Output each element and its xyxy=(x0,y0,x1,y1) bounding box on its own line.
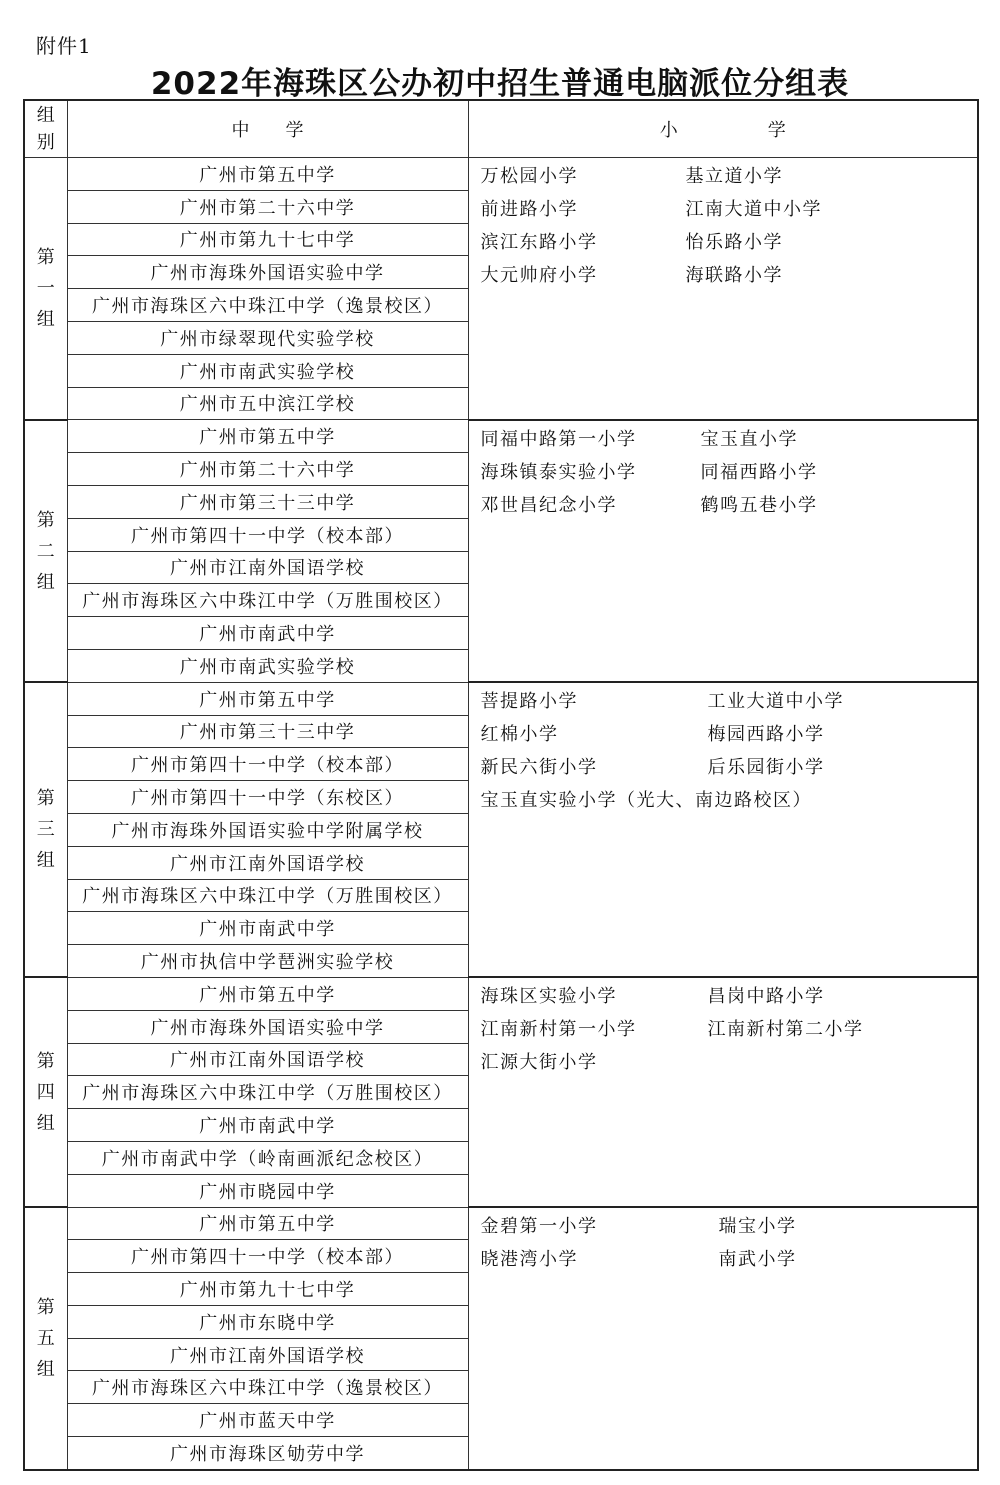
middle-school-cell: 广州市执信中学琶洲实验学校 xyxy=(67,945,468,978)
middle-school-cell: 广州市第五中学 xyxy=(67,1207,468,1240)
primary-school-left: 菩提路小学 xyxy=(480,691,578,713)
middle-school-cell: 广州市海珠外国语实验中学附属学校 xyxy=(67,813,468,846)
middle-school-cell: 广州市江南外国语学校 xyxy=(67,551,468,584)
middle-school-cell: 广州市海珠区劬劳中学 xyxy=(67,1437,468,1470)
primary-school-left: 前进路小学 xyxy=(480,199,578,220)
middle-school-cell: 广州市南武中学 xyxy=(67,1109,468,1142)
middle-school-cell: 广州市海珠区六中珠江中学（万胜围校区） xyxy=(67,584,468,617)
group-label-char: 第 xyxy=(36,1050,55,1072)
primary-school-left: 红棉小学 xyxy=(480,724,559,746)
primary-school-row xyxy=(481,719,978,752)
primary-school-left: 滨江东路小学 xyxy=(480,232,598,253)
primary-school-row xyxy=(481,457,978,490)
primary-school-row xyxy=(481,1244,978,1277)
group-label-char: 第 xyxy=(36,246,55,268)
primary-school-left: 万松园小学 xyxy=(480,166,578,187)
middle-school-cell: 广州市第二十六中学 xyxy=(67,453,468,486)
primary-school-right: 江南大道中小学 xyxy=(685,199,822,220)
primary-school-row xyxy=(481,490,978,523)
group-label-char: 组 xyxy=(36,850,55,872)
primary-school-row xyxy=(481,260,978,293)
primary-school-cell xyxy=(468,977,978,1207)
middle-school-cell: 广州市南武实验学校 xyxy=(67,354,468,387)
primary-school-left: 汇源大街小学 xyxy=(480,1052,598,1074)
primary-school-row xyxy=(481,424,978,457)
header-group-cell xyxy=(24,100,67,158)
middle-school-cell: 广州市海珠外国语实验中学 xyxy=(67,256,468,289)
primary-school-cell xyxy=(468,158,978,420)
group-label-char: 组 xyxy=(36,1112,55,1134)
middle-school-cell: 广州市海珠区六中珠江中学（万胜围校区） xyxy=(67,1076,468,1109)
primary-school-row xyxy=(481,194,978,227)
group-label-cell xyxy=(24,682,67,977)
middle-school-cell: 广州市第五中学 xyxy=(67,977,468,1010)
group-label-char: 组 xyxy=(36,1358,55,1380)
table-row xyxy=(24,420,978,453)
header-middle-school: 中 学 xyxy=(67,100,468,158)
middle-school-cell: 广州市绿翠现代实验学校 xyxy=(67,321,468,354)
group-label-cell xyxy=(24,1207,67,1470)
group-label-char: 五 xyxy=(36,1327,55,1349)
primary-school-left: 海珠区实验小学 xyxy=(480,986,617,1008)
middle-school-cell: 广州市江南外国语学校 xyxy=(67,1338,468,1371)
primary-school-left: 金碧第一小学 xyxy=(480,1216,598,1237)
primary-school-left: 新民六街小学 xyxy=(480,757,598,779)
middle-school-cell: 广州市第四十一中学（校本部） xyxy=(67,518,468,551)
primary-school-row xyxy=(481,1047,978,1080)
group-label-char: 组 xyxy=(36,571,55,593)
primary-school-row xyxy=(481,161,978,194)
middle-school-cell: 广州市第四十一中学（校本部） xyxy=(67,748,468,781)
primary-school-left: 江南新村第一小学 xyxy=(480,1019,637,1041)
middle-school-cell: 广州市海珠外国语实验中学 xyxy=(67,1010,468,1043)
group-label-char: 三 xyxy=(36,819,55,841)
primary-school-right: 昌岗中路小学 xyxy=(707,986,825,1008)
primary-school-row xyxy=(481,752,978,785)
group-label-cell xyxy=(24,420,67,682)
group-label-cell xyxy=(24,158,67,420)
middle-school-cell: 广州市第四十一中学（东校区） xyxy=(67,781,468,814)
table-row xyxy=(24,1207,978,1240)
primary-school-right: 瑞宝小学 xyxy=(718,1216,797,1237)
primary-school-left: 晓港湾小学 xyxy=(480,1249,578,1270)
primary-school-left: 海珠镇泰实验小学 xyxy=(480,461,637,483)
middle-school-cell: 广州市南武中学 xyxy=(67,617,468,650)
middle-school-cell: 广州市第五中学 xyxy=(67,420,468,453)
primary-school-right: 海联路小学 xyxy=(685,265,783,286)
primary-school-right: 怡乐路小学 xyxy=(685,232,783,253)
table-header-row xyxy=(24,100,978,158)
primary-school-right: 同福西路小学 xyxy=(700,461,818,483)
primary-school-row xyxy=(481,1211,978,1244)
attachment-label: 附件1 xyxy=(36,34,92,58)
middle-school-cell: 广州市南武实验学校 xyxy=(67,649,468,682)
primary-school-row xyxy=(481,981,978,1014)
primary-school-row xyxy=(481,227,978,260)
header-group-char-2: 别 xyxy=(36,132,55,153)
middle-school-cell: 广州市东晓中学 xyxy=(67,1305,468,1338)
primary-school-right: 鹤鸣五巷小学 xyxy=(700,494,818,516)
table-row xyxy=(24,682,978,715)
group-label-char: 第 xyxy=(36,788,55,810)
middle-school-cell: 广州市海珠区六中珠江中学（逸景校区） xyxy=(67,1371,468,1404)
group-label-char: 一 xyxy=(36,277,55,299)
page-title: 2022年海珠区公办初中招生普通电脑派位分组表 xyxy=(150,66,850,102)
middle-school-cell: 广州市海珠区六中珠江中学（逸景校区） xyxy=(67,289,468,322)
primary-school-row xyxy=(481,785,978,818)
primary-school-right: 梅园西路小学 xyxy=(707,724,825,746)
middle-school-cell: 广州市海珠区六中珠江中学（万胜围校区） xyxy=(67,879,468,912)
primary-school-right: 工业大道中小学 xyxy=(707,691,844,713)
primary-school-right: 江南新村第二小学 xyxy=(707,1019,864,1041)
middle-school-cell: 广州市第三十三中学 xyxy=(67,485,468,518)
group-label-char: 组 xyxy=(36,308,55,330)
middle-school-cell: 广州市江南外国语学校 xyxy=(67,1043,468,1076)
primary-school-right: 宝玉直小学 xyxy=(700,428,798,450)
primary-school-left: 邓世昌纪念小学 xyxy=(480,494,617,516)
middle-school-cell: 广州市晓园中学 xyxy=(67,1174,468,1207)
table-row xyxy=(24,158,978,191)
grouping-table-body xyxy=(24,100,978,1470)
group-label-char: 第 xyxy=(36,509,55,531)
middle-school-cell: 广州市南武中学（岭南画派纪念校区） xyxy=(67,1141,468,1174)
middle-school-cell: 广州市第九十七中学 xyxy=(67,223,468,256)
table-row xyxy=(24,977,978,1010)
primary-school-left: 同福中路第一小学 xyxy=(480,428,637,450)
middle-school-cell: 广州市第三十三中学 xyxy=(67,715,468,748)
primary-school-row xyxy=(481,1014,978,1047)
middle-school-cell: 广州市江南外国语学校 xyxy=(67,846,468,879)
primary-school-right: 南武小学 xyxy=(718,1249,797,1270)
middle-school-cell: 广州市第四十一中学（校本部） xyxy=(67,1240,468,1273)
group-label-char: 二 xyxy=(36,540,55,562)
group-label-char: 四 xyxy=(36,1081,55,1103)
middle-school-cell: 广州市五中滨江学校 xyxy=(67,387,468,420)
primary-school-row xyxy=(481,686,978,719)
middle-school-cell: 广州市第九十七中学 xyxy=(67,1273,468,1306)
group-label-cell xyxy=(24,977,67,1207)
primary-school-cell xyxy=(468,1207,978,1470)
primary-school-right: 后乐园街小学 xyxy=(707,757,825,779)
middle-school-cell: 广州市第二十六中学 xyxy=(67,190,468,223)
primary-school-left: 大元帅府小学 xyxy=(480,265,598,286)
primary-school-cell xyxy=(468,682,978,977)
primary-school-right: 基立道小学 xyxy=(685,166,783,187)
middle-school-cell: 广州市蓝天中学 xyxy=(67,1404,468,1437)
grouping-table xyxy=(23,99,979,1471)
middle-school-cell: 广州市第五中学 xyxy=(67,682,468,715)
group-label-char: 第 xyxy=(36,1296,55,1318)
header-primary-school: 小 学 xyxy=(468,100,978,158)
primary-school-cell xyxy=(468,420,978,682)
primary-school-left: 宝玉直实验小学（光大、南边路校区） xyxy=(480,790,812,812)
header-group-char-1: 组 xyxy=(36,105,55,126)
middle-school-cell: 广州市南武中学 xyxy=(67,912,468,945)
middle-school-cell: 广州市第五中学 xyxy=(67,158,468,191)
